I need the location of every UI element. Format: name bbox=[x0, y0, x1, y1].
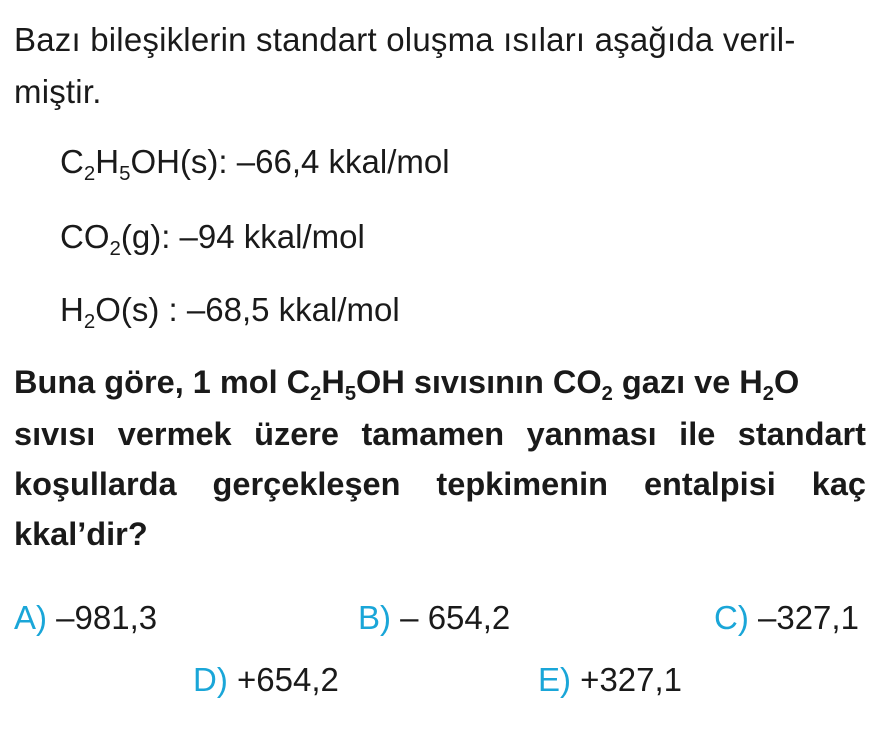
option-a[interactable] bbox=[14, 598, 157, 638]
question-line-1: Buna göre, 1 mol $C_2H_5OH$ sıvısının $CO_2$ gazı ve $H_2O$ bbox=[14, 364, 800, 406]
question-line-3: koşullarda gerçekleşen tepkimenin entalpisi kaç bbox=[14, 466, 866, 502]
question-line-2: sıvısı vermek üzere tamamen yanması ile standart bbox=[14, 416, 866, 452]
option-c[interactable] bbox=[714, 598, 859, 638]
given-ethanol: $C_2H_5OH(s)$: –66,4 kkal/mol bbox=[60, 143, 450, 186]
given-water: $H_2O(s)$ : –68,5 kkal/mol bbox=[60, 291, 400, 334]
intro-line-2: miştir. bbox=[14, 73, 102, 110]
option-a-value: –981,3 bbox=[47, 599, 158, 636]
intro-line-1: Bazı bileşiklerin standart oluşma ısıları aşağıda veril- bbox=[14, 21, 796, 58]
option-d-value: +654,2 bbox=[227, 661, 339, 698]
option-a-letter: A) bbox=[14, 599, 47, 636]
option-d[interactable] bbox=[193, 660, 339, 700]
option-e[interactable] bbox=[538, 660, 682, 700]
option-d-letter: D) bbox=[193, 661, 228, 698]
option-c-letter: C) bbox=[714, 599, 749, 636]
option-b-letter: B) bbox=[358, 599, 391, 636]
question-line-4: kkal’dir? bbox=[14, 516, 148, 552]
option-b-value: – 654,2 bbox=[391, 599, 511, 636]
option-e-value: +327,1 bbox=[571, 661, 683, 698]
option-b[interactable] bbox=[358, 598, 510, 638]
option-e-letter: E) bbox=[538, 661, 571, 698]
given-co2: $CO_2(g)$: –94 kkal/mol bbox=[60, 218, 365, 261]
option-c-value: –327,1 bbox=[748, 599, 859, 636]
